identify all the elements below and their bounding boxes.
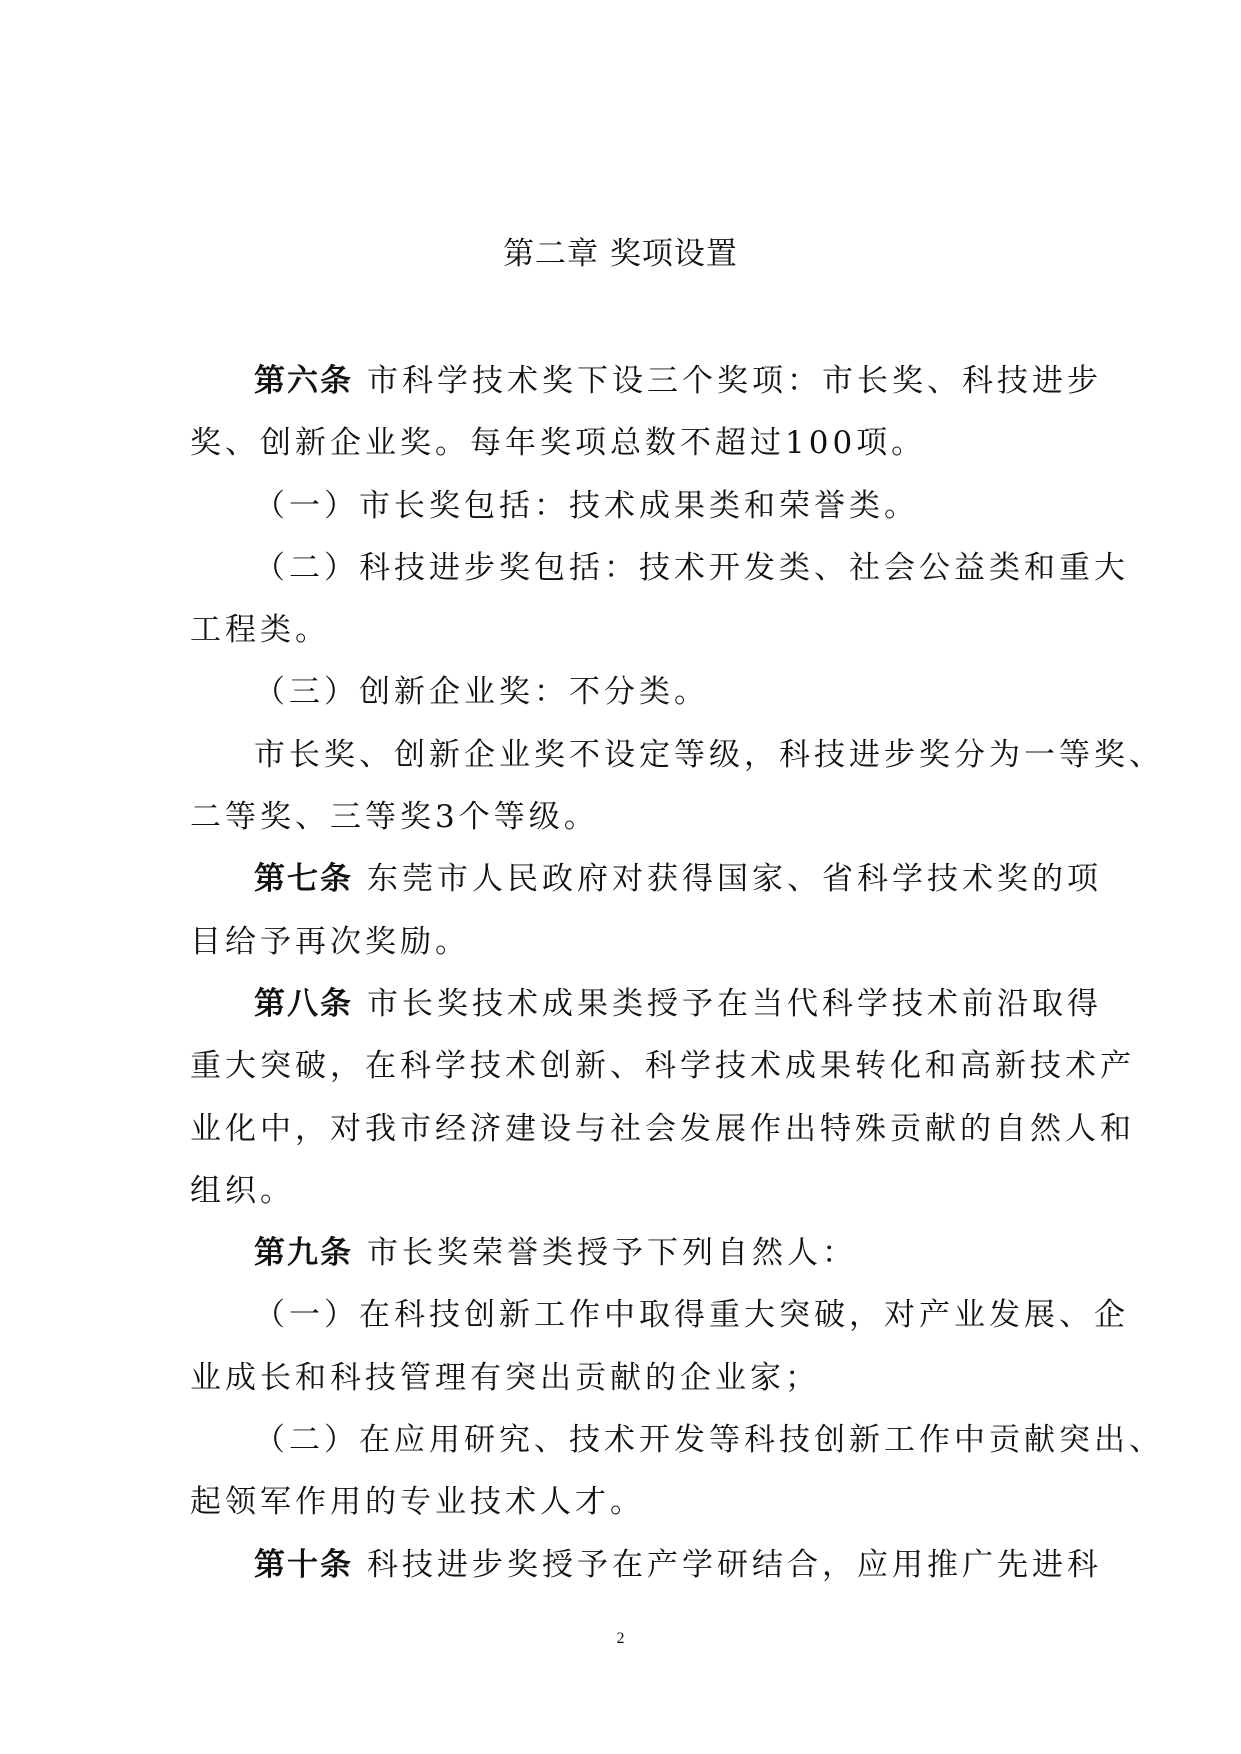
article-9-label: 第九条 (254, 1235, 353, 1272)
article-10-line-1 (190, 1534, 1102, 1596)
document-body (190, 350, 1164, 1596)
page-number: 2 (616, 1630, 625, 1647)
article-6-line-1 (190, 350, 1102, 412)
chapter-title: 第二章 奖项设置 (503, 236, 738, 272)
article-6-item-2-line-1: （二）科技进步奖包括：技术开发类、社会公益类和重大 (254, 549, 1129, 586)
article-8-line-2: 重大突破，在科学技术创新、科学技术成果转化和高新技术产 (190, 1048, 1135, 1085)
article-6-text: 市科学技术奖下设三个奖项：市长奖、科技进步 (367, 363, 1102, 399)
article-7-text: 东莞市人民政府对获得国家、省科学技术奖的项 (367, 861, 1102, 898)
article-8-line-3: 业化中，对我市经济建设与社会发展作出特殊贡献的自然人和 (190, 1110, 1135, 1147)
article-9-item-1-line-1: （一）在科技创新工作中取得重大突破，对产业发展、企 (254, 1297, 1129, 1334)
article-6-item-3: （三）创新企业奖：不分类。 (254, 674, 709, 711)
article-9-item-2-line-2: 起领军作用的专业技术人才。 (190, 1484, 645, 1521)
article-8-text: 市长奖技术成果类授予在当代科学技术前沿取得 (367, 985, 1102, 1022)
article-7-line-1 (190, 848, 1102, 910)
article-10-text: 科技进步奖授予在产学研结合，应用推广先进科 (367, 1546, 1102, 1583)
article-8-line-1 (190, 973, 1102, 1035)
article-8-line-4: 组织。 (190, 1172, 295, 1209)
article-6-item-2-line-2: 工程类。 (190, 612, 330, 649)
article-9-text: 市长奖荣誉类授予下列自然人： (367, 1235, 857, 1272)
article-6-line-2: 奖、创新企业奖。每年奖项总数不超过100项。 (190, 425, 927, 462)
article-9-item-1-line-2: 业成长和科技管理有突出贡献的企业家； (190, 1359, 820, 1396)
article-6-item-1: （一）市长奖包括：技术成果类和荣誉类。 (254, 487, 919, 524)
article-6-extra-line-2: 二等奖、三等奖3个等级。 (190, 799, 599, 836)
article-6-label: 第六条 (254, 363, 353, 399)
article-8-label: 第八条 (254, 985, 353, 1022)
article-10-label: 第十条 (254, 1546, 353, 1583)
article-9-line-1 (190, 1222, 1080, 1284)
article-7-label: 第七条 (254, 861, 353, 898)
article-7-line-2: 目给予再次奖励。 (190, 923, 470, 960)
article-6-extra-line-1: 市长奖、创新企业奖不设定等级，科技进步奖分为一等奖、 (254, 736, 1164, 773)
article-9-item-2-line-1: （二）在应用研究、技术开发等科技创新工作中贡献突出、 (254, 1422, 1164, 1459)
